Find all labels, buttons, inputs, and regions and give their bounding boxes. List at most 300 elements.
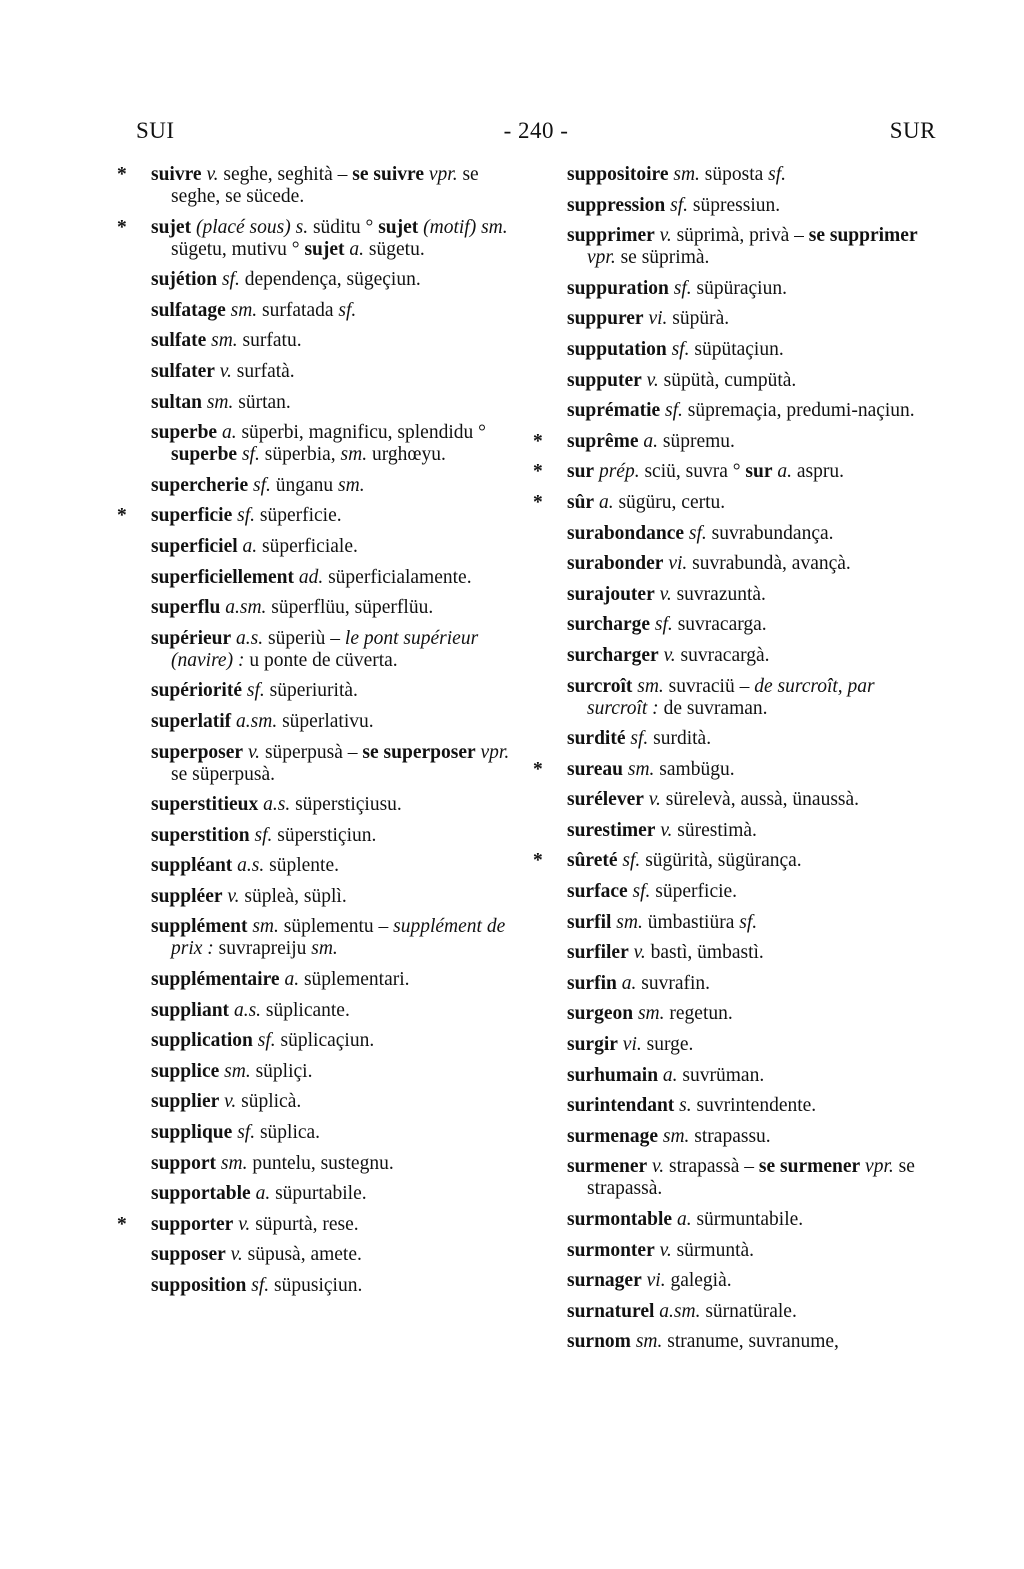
definition-text: süplicaçiun. — [275, 1030, 375, 1052]
dictionary-entry — [567, 1301, 939, 1323]
definition-text: suvrabundança. — [706, 522, 834, 544]
definition-text: süplica. — [255, 1122, 321, 1144]
headword: surhumain — [567, 1064, 659, 1086]
dictionary-entry — [567, 1126, 939, 1148]
headword: surmener — [567, 1156, 648, 1178]
asterisk-marker: * — [533, 491, 543, 513]
grammar-label: sf. — [768, 164, 787, 185]
dictionary-entry — [151, 855, 523, 877]
headword: superstitieux — [151, 794, 259, 816]
definition-text: süplementu – — [278, 916, 394, 938]
dictionary-entry — [533, 430, 939, 453]
header-first-word: SUI — [136, 118, 175, 143]
grammar-label: sm. — [616, 911, 643, 933]
grammar-label: a. — [643, 430, 658, 452]
definition-text: u ponte de cüverta. — [244, 649, 398, 671]
definition-text: süprimà, privà – — [671, 225, 809, 247]
definition-text: sürelevà, aussà, ünaussà. — [660, 789, 860, 811]
grammar-label: sf. — [221, 269, 240, 291]
definition-text: süpürà. — [667, 308, 730, 330]
dictionary-entry — [117, 164, 523, 208]
left-column — [117, 164, 523, 1306]
definition-text: urghœyu. — [367, 444, 446, 466]
definition-text: sürmuntabile. — [691, 1209, 804, 1230]
headword: sûreté — [567, 850, 618, 872]
dictionary-entry — [567, 400, 939, 422]
definition-text: dependença, sügeçiun. — [239, 269, 421, 291]
headword: suppuration — [567, 277, 669, 299]
headword: suppliant — [151, 999, 230, 1021]
dictionary-entry — [151, 711, 523, 733]
headword: surintendant — [567, 1095, 675, 1117]
grammar-label: sf. — [237, 1122, 256, 1144]
headword: sujet — [151, 216, 192, 238]
headword: se suivre — [352, 164, 424, 185]
definition-text: süpusà, amete. — [242, 1244, 362, 1266]
dictionary-entry — [567, 523, 939, 545]
definition-text: sügürità, sügürança. — [640, 850, 802, 872]
definition-text: surfatada — [257, 299, 339, 321]
grammar-label: sf. — [251, 1275, 270, 1296]
dictionary-entry — [533, 461, 939, 483]
grammar-label: v. — [238, 1213, 251, 1235]
grammar-label: a. — [598, 491, 614, 513]
definition-text: bastì, ümbastì. — [645, 942, 764, 964]
dictionary-entry — [151, 794, 523, 816]
definition-text: se süperpusà. — [171, 763, 275, 785]
grammar-label: v. — [659, 583, 672, 605]
grammar-label: vi. — [668, 553, 688, 575]
headword: supposer — [151, 1244, 226, 1266]
grammar-label: a.sm. — [225, 597, 267, 619]
grammar-label: vi. — [622, 1034, 642, 1056]
headword: sur — [567, 461, 595, 483]
asterisk-marker: * — [117, 505, 127, 527]
headword: superbe — [171, 444, 238, 466]
grammar-label: v. — [227, 885, 240, 907]
grammar-label: v. — [633, 942, 646, 964]
definition-text: strapassu. — [689, 1125, 771, 1147]
headword: supputer — [567, 369, 642, 391]
grammar-label: v. — [219, 360, 232, 382]
headword: sujet — [378, 216, 419, 238]
definition-text: se strapassà. — [587, 1156, 915, 1200]
definition-text: stranume, suvranume, — [662, 1331, 839, 1353]
grammar-label: sm. — [627, 758, 655, 780]
dictionary-entry — [567, 676, 939, 720]
asterisk-marker: * — [533, 758, 543, 780]
headword: sulfater — [151, 360, 215, 382]
grammar-label: sm. — [637, 675, 664, 697]
definition-text: süperstiçiusu. — [290, 794, 402, 816]
dictionary-entry — [151, 628, 523, 672]
definition-text: suvrapreiju — [213, 938, 312, 960]
header-last-word: SUR — [889, 118, 936, 143]
grammar-label: v. — [224, 1091, 237, 1113]
grammar-label: de surcroît, par surcroît : — [587, 675, 875, 719]
dictionary-entry — [567, 728, 939, 750]
dictionary-entry — [567, 820, 939, 842]
definition-text: süplementari. — [299, 969, 410, 991]
definition-text: süperficie. — [255, 505, 342, 527]
grammar-label: s. — [679, 1095, 692, 1117]
headword: surdité — [567, 728, 626, 750]
asterisk-marker: * — [533, 850, 543, 872]
headword: suppléant — [151, 855, 233, 877]
definition-text: sürnatürale. — [700, 1300, 797, 1322]
dictionary-entry — [151, 330, 523, 352]
running-header — [136, 118, 936, 152]
definition-text: süperiù – — [263, 627, 345, 649]
headword: superficiel — [151, 535, 238, 557]
definition-text: suvracargà. — [675, 644, 770, 666]
dictionary-entry — [117, 1213, 523, 1236]
headword: sulfate — [151, 330, 207, 352]
dictionary-entry — [567, 912, 939, 934]
grammar-label: sf. — [673, 277, 692, 299]
definition-text: süperficiale. — [257, 535, 358, 557]
grammar-label: sf. — [671, 338, 690, 360]
grammar-label: sm. — [311, 938, 338, 960]
definition-text: surfatu. — [237, 330, 302, 352]
definition-text: seghe, seghità – — [218, 164, 353, 185]
headword: supplier — [151, 1091, 220, 1113]
headword: superficiellement — [151, 566, 294, 588]
headword: supercherie — [151, 474, 249, 496]
dictionary-entry — [567, 370, 939, 392]
dictionary-entry — [151, 1091, 523, 1113]
definition-text: sügetu, mutivu ° — [171, 238, 305, 260]
definition-text: süpremu. — [658, 430, 735, 452]
headword: se surmener — [758, 1156, 861, 1178]
grammar-label: ad. — [298, 566, 324, 588]
definition-text: suvraciü – — [663, 675, 755, 697]
grammar-label: (motif) sm. — [423, 216, 508, 238]
grammar-label: a. — [662, 1064, 678, 1086]
definition-text: süditu ° — [308, 216, 379, 238]
grammar-label: vpr. — [587, 247, 616, 269]
definition-text: de suvraman. — [658, 697, 768, 719]
asterisk-marker: * — [533, 430, 543, 452]
definition-text: suvrintendente. — [691, 1095, 817, 1117]
dictionary-entry — [151, 825, 523, 847]
grammar-label: sm. — [662, 1125, 690, 1147]
grammar-label: sm. — [673, 164, 700, 185]
headword: surfil — [567, 911, 612, 933]
grammar-label: sf. — [654, 614, 673, 636]
grammar-label: vpr. — [428, 164, 458, 185]
dictionary-entry — [567, 645, 939, 667]
headword: superflu — [151, 597, 221, 619]
grammar-label: sm. — [220, 1152, 248, 1174]
headword: suppression — [567, 194, 666, 216]
headword: supériorité — [151, 680, 242, 702]
headword: sûr — [567, 491, 595, 513]
grammar-label: a.sm. — [236, 710, 278, 732]
grammar-label: sm. — [340, 444, 368, 466]
headword: sultan — [151, 391, 202, 413]
definition-text: süpütaçiun. — [689, 338, 784, 360]
grammar-label: (placé sous) — [195, 216, 291, 238]
headword: sujet — [304, 238, 345, 260]
dictionary-entry — [151, 567, 523, 589]
headword: surface — [567, 881, 628, 903]
grammar-label: v. — [652, 1156, 665, 1178]
definition-text: süperlativu. — [277, 710, 374, 732]
grammar-label: sf. — [632, 881, 651, 903]
grammar-label: a.sm. — [659, 1300, 701, 1322]
definition-text: süpleà, süplì. — [239, 885, 347, 907]
dictionary-entry — [151, 422, 523, 466]
headword: suivre — [151, 164, 202, 185]
grammar-label: le pont supérieur (navire) : — [171, 627, 479, 671]
grammar-label: sf. — [253, 474, 271, 496]
dictionary-entry — [151, 1153, 523, 1175]
headword: supplément — [151, 916, 248, 938]
headword: surmenage — [567, 1125, 658, 1147]
definition-text: süpusiçiun. — [269, 1275, 363, 1296]
headword: surfiler — [567, 942, 629, 964]
definition-text: sciü, suvra ° — [639, 461, 746, 483]
dictionary-entry — [567, 278, 939, 300]
grammar-label: sf. — [241, 444, 260, 466]
headword: surabondance — [567, 522, 685, 544]
grammar-label: sm. — [211, 330, 238, 352]
grammar-label: a. — [242, 535, 258, 557]
dictionary-entry — [533, 491, 939, 514]
definition-text: se süprimà. — [615, 247, 710, 269]
dictionary-entry — [567, 1331, 939, 1353]
dictionary-entry — [151, 1244, 523, 1266]
headword: surfin — [567, 972, 617, 994]
grammar-label: sf. — [237, 505, 255, 527]
grammar-label: a.s. — [233, 999, 262, 1021]
dictionary-entry — [151, 886, 523, 908]
dictionary-entry — [567, 584, 939, 606]
dictionary-entry — [151, 742, 523, 786]
dictionary-entry — [567, 1003, 939, 1025]
grammar-label: v. — [659, 1239, 672, 1261]
headword: superbe — [151, 422, 218, 444]
dictionary-entry — [151, 1030, 523, 1052]
grammar-label: vpr. — [480, 741, 510, 763]
headword: surmontable — [567, 1209, 673, 1230]
dictionary-entry — [151, 475, 523, 497]
dictionary-entry — [151, 1122, 523, 1144]
definition-text: suvrüman. — [677, 1064, 765, 1086]
grammar-label: a. — [349, 238, 365, 260]
grammar-label: prép. — [598, 461, 640, 483]
grammar-label: v. — [206, 164, 219, 185]
definition-text: surge. — [641, 1034, 694, 1056]
headword: support — [151, 1152, 217, 1174]
definition-text: süpütà, cumpütà. — [658, 369, 797, 391]
dictionary-entry — [151, 536, 523, 558]
grammar-label: sm. — [635, 1331, 663, 1353]
definition-text: surdità. — [648, 728, 712, 750]
definition-text: süpüraçiun. — [691, 277, 787, 299]
definition-text: sambügu. — [654, 758, 735, 780]
grammar-label: sf. — [670, 194, 689, 216]
definition-text: süperficie. — [650, 881, 738, 903]
grammar-label: a.s. — [236, 627, 264, 649]
grammar-label: a. — [255, 1183, 271, 1205]
grammar-label: v. — [660, 819, 673, 841]
definition-text: suvrazuntà. — [671, 583, 766, 605]
dictionary-entry — [151, 1061, 523, 1083]
headword: sur — [745, 461, 773, 483]
definition-text: puntelu, sustegnu. — [247, 1152, 394, 1174]
definition-text: regetun. — [664, 1003, 733, 1025]
headword: surnaturel — [567, 1300, 655, 1322]
dictionary-entry — [567, 1095, 939, 1117]
definition-text: süpliçi. — [250, 1060, 313, 1082]
headword: supporter — [151, 1213, 234, 1235]
definition-text: sügetu. — [364, 238, 425, 260]
definition-text: suvrafin. — [636, 972, 711, 994]
definition-text: süplicà. — [236, 1091, 302, 1113]
headword: surestimer — [567, 819, 656, 841]
dictionary-entry — [151, 916, 523, 960]
headword: sureau — [567, 758, 623, 780]
definition-text: ünganu — [270, 474, 339, 496]
grammar-label: sf. — [257, 1030, 276, 1052]
definition-text: suvracarga. — [672, 614, 767, 636]
headword: suppurer — [567, 308, 644, 330]
dictionary-entry — [533, 850, 939, 872]
dictionary-entry — [151, 1275, 523, 1297]
asterisk-marker: * — [117, 164, 127, 185]
headword: surcroît — [567, 675, 633, 697]
dictionary-entry — [567, 1065, 939, 1087]
headword: supplice — [151, 1060, 220, 1082]
asterisk-marker: * — [117, 1213, 127, 1235]
headword: supplication — [151, 1030, 253, 1052]
grammar-label: s. — [295, 216, 309, 238]
headword: surgeon — [567, 1003, 634, 1025]
definition-text: süpurtà, rese. — [250, 1213, 359, 1235]
definition-text: ümbastiüra — [642, 911, 740, 933]
grammar-label: vpr. — [865, 1156, 894, 1178]
dictionary-entry — [117, 505, 523, 527]
headword: suppositoire — [567, 164, 669, 185]
grammar-label: sm. — [224, 1060, 251, 1082]
dictionary-entry — [151, 269, 523, 291]
dictionary-entry — [567, 1240, 939, 1262]
headword: supputation — [567, 338, 667, 360]
dictionary-entry — [567, 1156, 939, 1200]
dictionary-entry — [567, 1034, 939, 1056]
grammar-label: v. — [663, 644, 676, 666]
headword: supplique — [151, 1122, 233, 1144]
grammar-label: v. — [659, 225, 672, 247]
dictionary-entry — [151, 969, 523, 991]
grammar-label: sf. — [254, 824, 273, 846]
dictionary-entry — [151, 680, 523, 702]
grammar-label: vi. — [648, 308, 668, 330]
definition-text: süplicante. — [261, 999, 350, 1021]
definition-text: galegià. — [665, 1270, 732, 1292]
definition-text: süperstiçiun. — [272, 824, 377, 846]
headword: sujétion — [151, 269, 218, 291]
asterisk-marker: * — [533, 461, 543, 483]
headword: surajouter — [567, 583, 655, 605]
headword: surmonter — [567, 1239, 655, 1261]
headword: surcharger — [567, 644, 659, 666]
grammar-label: sf. — [622, 850, 641, 872]
dictionary-entry — [117, 216, 523, 261]
dictionary-entry — [567, 225, 939, 269]
definition-text: se seghe, se sücede. — [171, 164, 479, 207]
right-column — [533, 164, 939, 1362]
definition-text: sürtan. — [233, 391, 291, 413]
grammar-label: sm. — [338, 474, 365, 496]
definition-text: sügüru, certu. — [613, 491, 726, 513]
definition-text: sürestimà. — [672, 819, 757, 841]
headword: surnom — [567, 1331, 631, 1353]
grammar-label: sf. — [739, 911, 758, 933]
grammar-label: a. — [777, 461, 793, 483]
dictionary-entry — [151, 361, 523, 383]
dictionary-entry — [567, 164, 939, 186]
dictionary-entry — [567, 789, 939, 811]
headword: sulfatage — [151, 299, 226, 321]
dictionary-entry — [151, 597, 523, 619]
definition-text: süplente. — [264, 855, 339, 877]
headword: surnager — [567, 1270, 642, 1292]
dictionary-entry — [567, 942, 939, 964]
headword: superlatif — [151, 710, 232, 732]
dictionary-entry — [151, 1000, 523, 1022]
headword: supprimer — [567, 225, 655, 247]
grammar-label: v. — [247, 741, 261, 763]
grammar-label: sm. — [637, 1003, 665, 1025]
headword: superposer — [151, 741, 244, 763]
definition-text: süpressiun. — [688, 194, 781, 216]
definition-text: süpurtabile. — [270, 1183, 367, 1205]
grammar-label: a. — [221, 422, 237, 444]
grammar-label: supplément de prix : — [171, 916, 506, 960]
headword: supportable — [151, 1183, 251, 1205]
dictionary-entry — [567, 308, 939, 330]
dictionary-entry — [151, 1183, 523, 1205]
definition-text: strapassà – — [664, 1156, 759, 1178]
dictionary-entry — [567, 339, 939, 361]
asterisk-marker: * — [117, 216, 127, 238]
headword: se supprimer — [808, 225, 918, 247]
headword: surabonder — [567, 553, 664, 575]
headword: superstition — [151, 824, 250, 846]
dictionary-entry — [567, 973, 939, 995]
grammar-label: sm. — [206, 391, 234, 413]
grammar-label: v. — [230, 1244, 243, 1266]
definition-text: suvrabundà, avançà. — [687, 553, 851, 575]
definition-text: aspru. — [792, 461, 845, 483]
grammar-label: a. — [621, 972, 637, 994]
headword: surcharge — [567, 614, 651, 636]
dictionary-entry — [567, 1209, 939, 1231]
definition-text: sürmuntà. — [671, 1239, 755, 1261]
grammar-label: a.s. — [237, 855, 265, 877]
dictionary-entry — [151, 300, 523, 322]
grammar-label: sf. — [688, 522, 707, 544]
dictionary-entry — [567, 1270, 939, 1292]
dictionary-entry — [567, 195, 939, 217]
definition-text: süperiurità. — [264, 680, 358, 702]
definition-text: süperflüu, süperflüu. — [266, 597, 434, 619]
dictionary-entry — [567, 614, 939, 636]
definition-text: süperficialamente. — [323, 566, 472, 588]
